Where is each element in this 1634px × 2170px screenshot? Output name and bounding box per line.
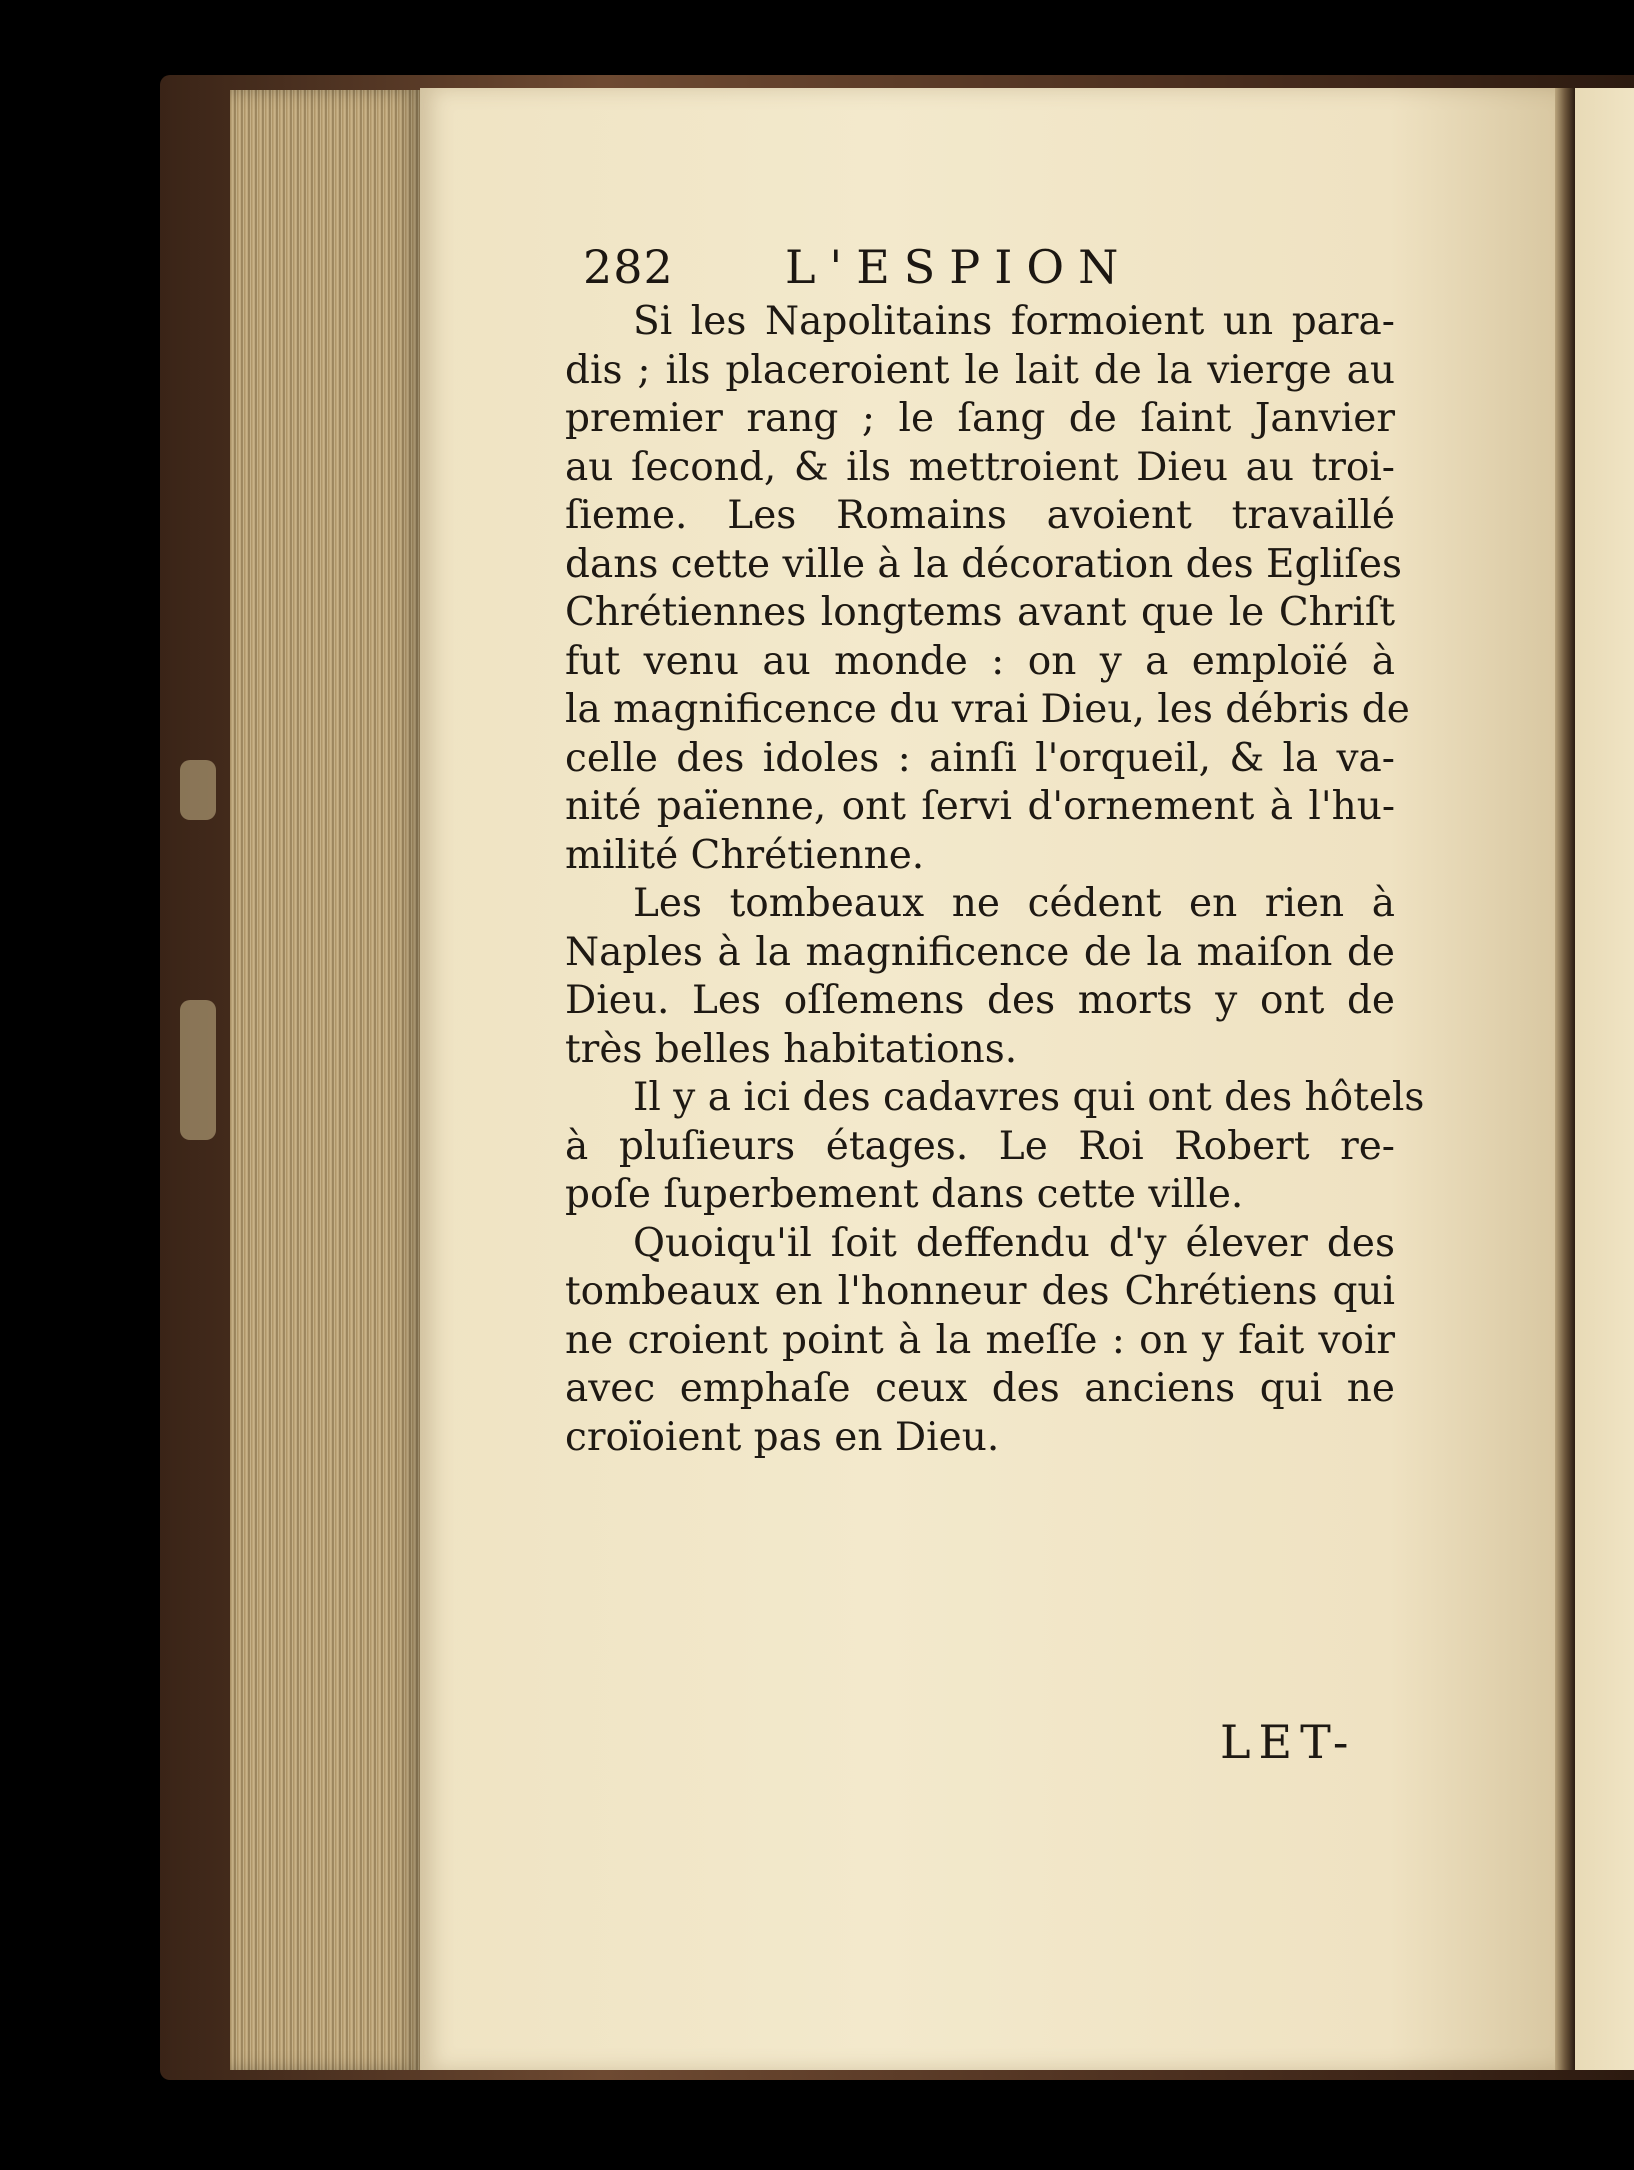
text-line: Si les Napolitains formoient un para-	[633, 299, 1395, 344]
text-line: Dieu. Les oſſemens des morts y ont de	[565, 978, 1395, 1023]
text-line: premier rang ; le ſang de ſaint Janvier	[565, 396, 1395, 441]
facing-page-edge	[1575, 88, 1634, 2070]
text-line: celle des idoles : ainſi l'orqueil, & la va-	[565, 735, 1395, 781]
text-line: Chrétiennes longtems avant que le Chriſt	[565, 590, 1395, 635]
paragraph	[565, 880, 1395, 1074]
text-line: très belles habitations.	[565, 1026, 1018, 1072]
text-line: milité Chrétienne.	[565, 832, 925, 878]
text-line: Les tombeaux ne cédent en rien à	[633, 881, 1395, 926]
text-line: fut venu au monde : on y a emploïé à	[565, 638, 1395, 684]
book-gutter	[1555, 88, 1575, 2070]
page-number: 282	[583, 240, 674, 294]
text-line: avec emphaſe ceux des anciens qui ne	[565, 1366, 1395, 1411]
text-line: Il y a ici des cadavres qui ont des hôtels	[633, 1075, 1425, 1120]
page-edges	[230, 90, 420, 2070]
page-text	[565, 298, 1425, 1462]
cover-decoration	[180, 1000, 216, 1140]
paragraph	[565, 1220, 1395, 1463]
text-line: dis ; ils placeroient le lait de la vierge au	[565, 347, 1395, 393]
text-line: Naples à la magnificence de la maiſon de	[565, 929, 1395, 975]
text-line: dans cette ville à la décoration des Egliſes	[565, 541, 1402, 587]
text-line: ſieme. Les Romains avoient travaillé	[565, 493, 1395, 538]
paragraph	[565, 298, 1410, 880]
text-line: au ſecond, & ils mettroient Dieu au troi-	[565, 444, 1395, 490]
text-line: Quoiqu'il ſoit deffendu d'y élever des	[633, 1220, 1395, 1266]
text-line: poſe ſuperbement dans cette ville.	[565, 1172, 1244, 1217]
cover-decoration	[180, 760, 216, 820]
running-title: L'ESPION	[785, 240, 1133, 294]
text-line: croïoient pas en Dieu.	[565, 1414, 1000, 1460]
text-line: nité païenne, ont ſervi d'ornement à l'hu-	[565, 784, 1395, 829]
text-line: la magnificence du vrai Dieu, les débris de	[565, 687, 1410, 732]
text-line: tombeaux en l'honneur des Chrétiens qui	[565, 1269, 1395, 1314]
text-line: ne croient point à la meſſe : on y fait voir	[565, 1317, 1395, 1363]
page-header	[570, 240, 1390, 300]
text-line: à pluſieurs étages. Le Roi Robert re-	[565, 1123, 1395, 1169]
catchword: LET-	[1220, 1715, 1357, 1769]
paragraph	[565, 1074, 1425, 1220]
